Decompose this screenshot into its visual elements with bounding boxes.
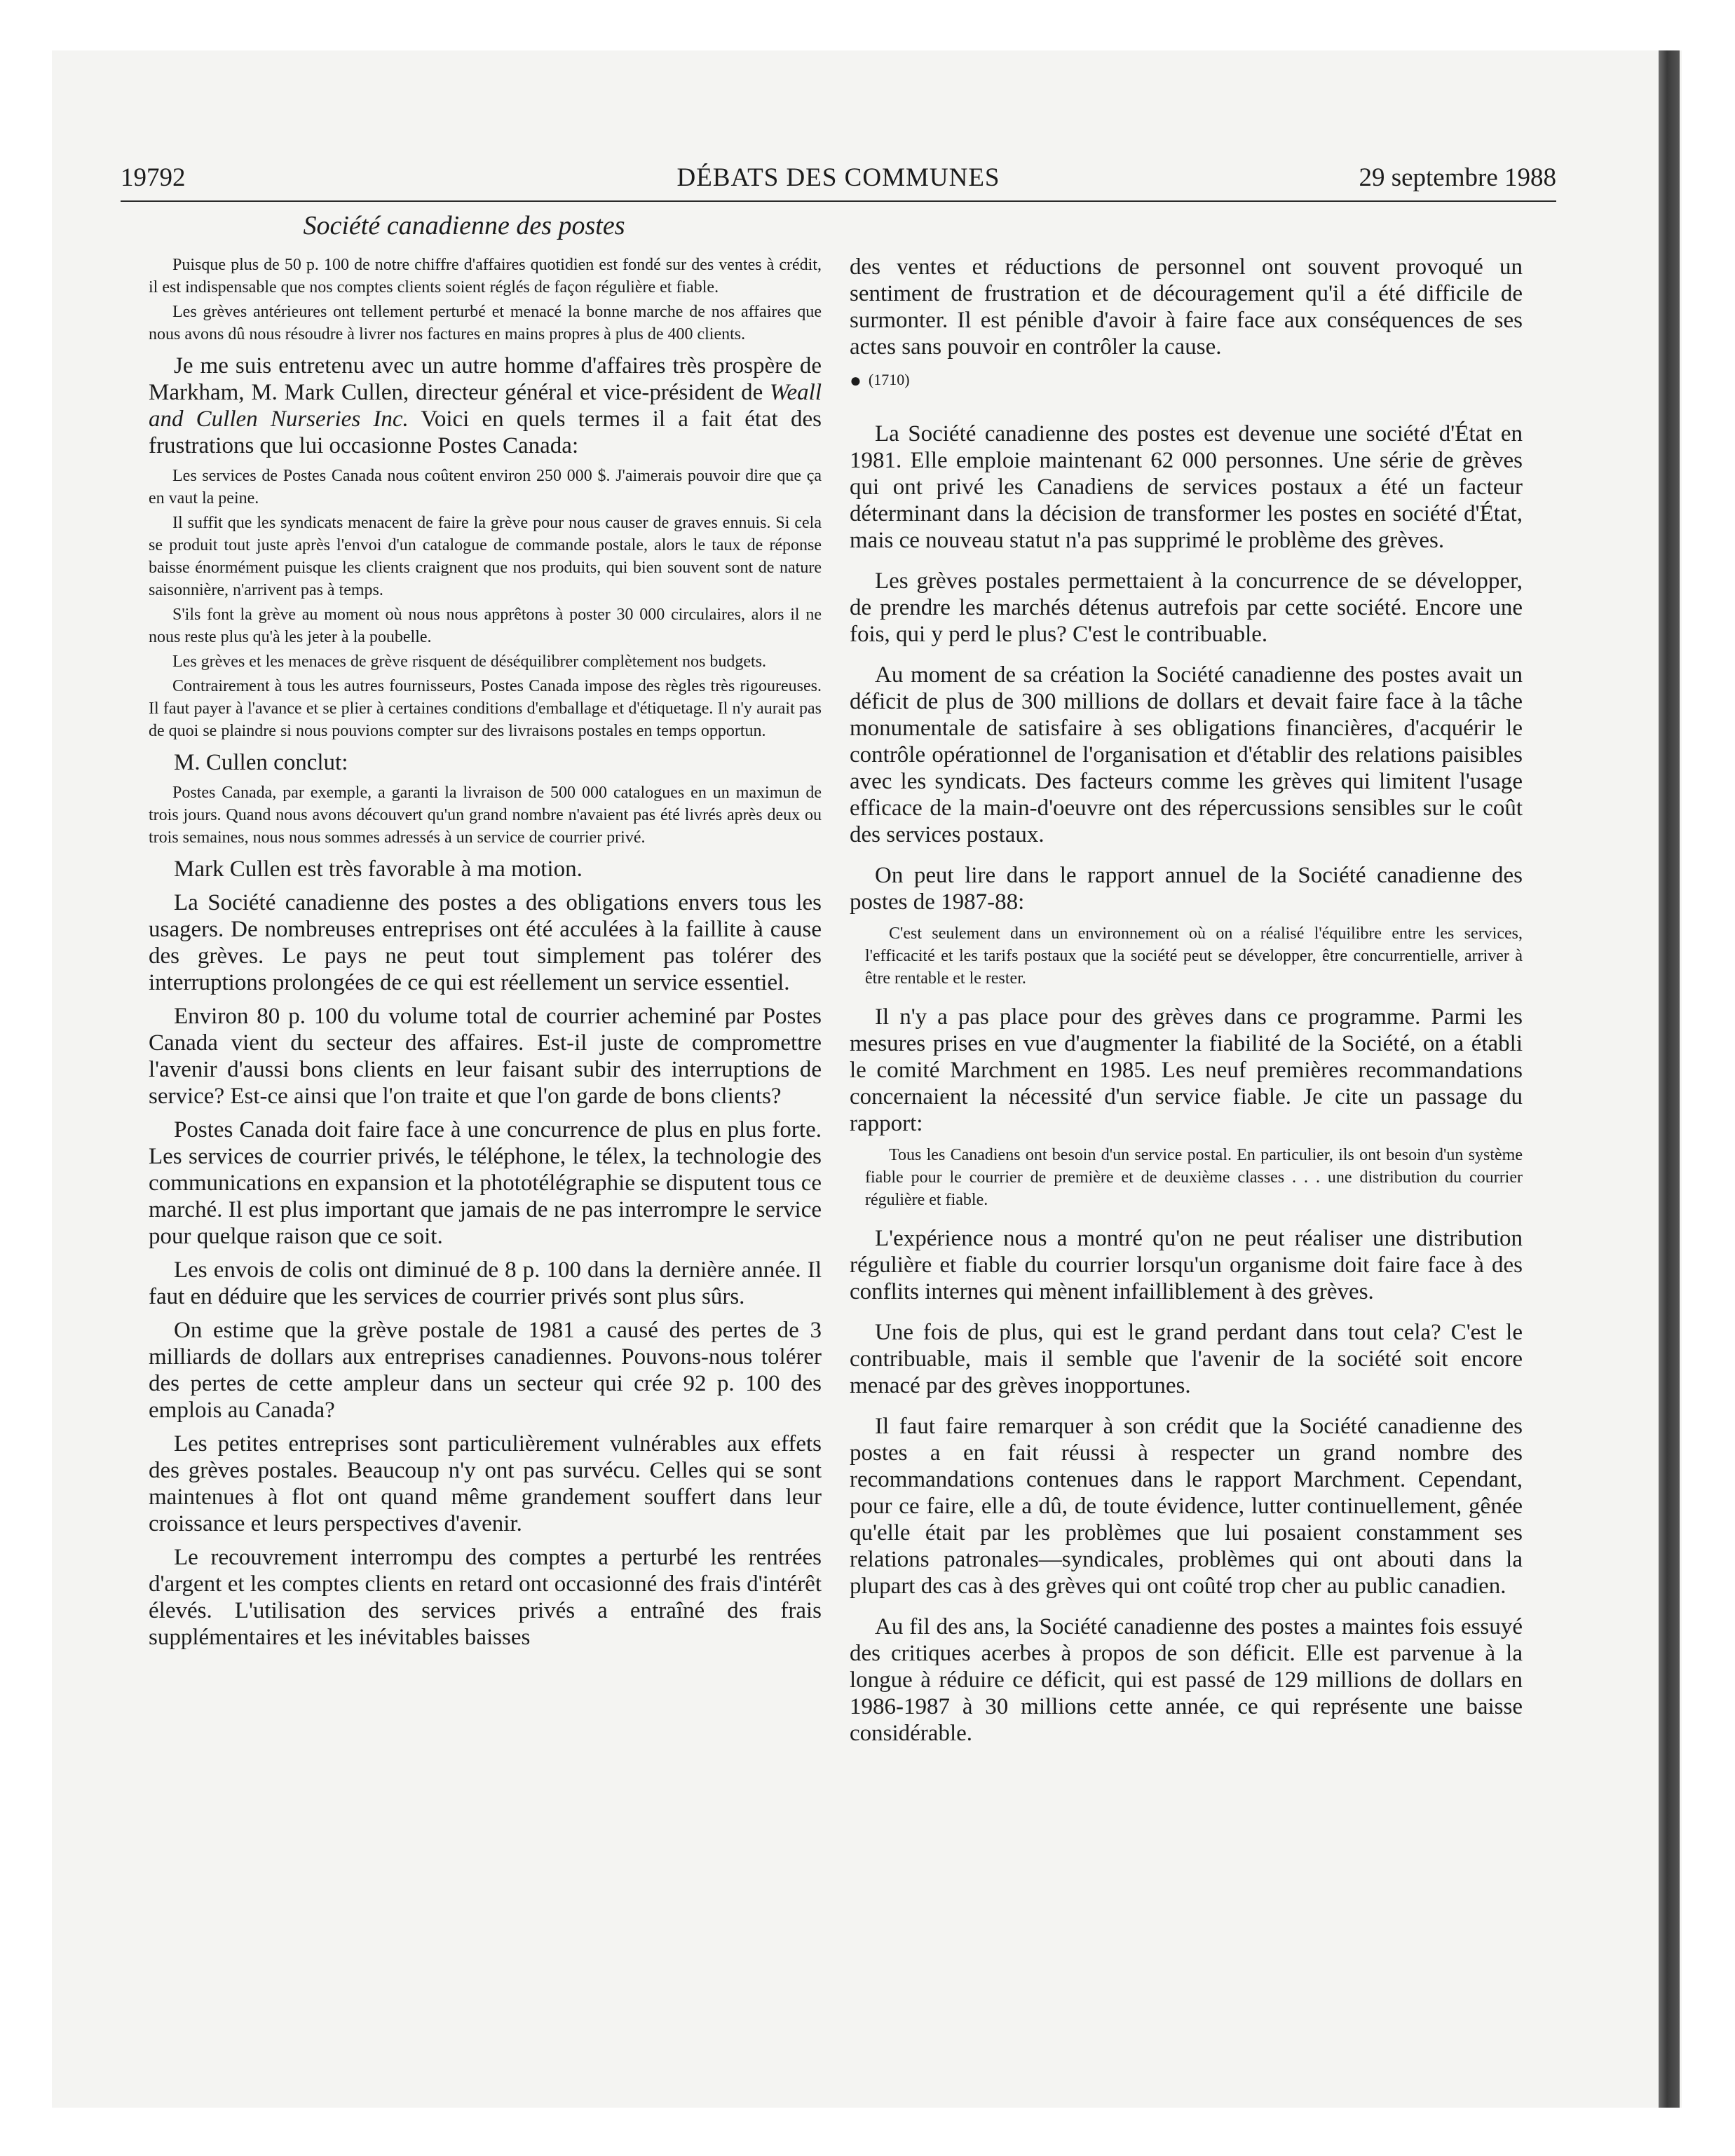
body-paragraph: Il faut faire remarquer à son crédit que la Société canadienne des postes a en fait réussi à respecter un grand nombre des recommandations contenues dans le rapport Marchment. Cependant, pour ce faire, elle a dû, de toute évidence, lutter continuellement, gênée qu'elle était par les problèmes que lui posaient constamment ses relations patronales—syndicales, problèmes qui ont abouti dans la plupart des cas à des grèves qui ont coûté trop cher au public canadien. — [850, 1414, 1523, 1599]
text-run: Je me suis entretenu avec un autre homme d'affaires très prospère de Markham, M. Mark Cullen, directeur général et vice-président de — [149, 353, 822, 405]
body-paragraph: Les petites entreprises sont particulièrement vulnérables aux effets des grèves postales. Beaucoup n'y ont pas survécu. Celles qui se sont maintenues à flot ont quand même grandement souffert dans leur croissance et leurs perspectives d'avenir. — [149, 1431, 822, 1536]
section-title: Société canadienne des postes — [303, 211, 625, 240]
body-paragraph: des ventes et réductions de personnel ont souvent provoqué un sentiment de frustration et de découragement qu'il a été difficile de surmonter. Il est pénible d'avoir à faire face aux conséquences de ses actes sans pouvoir en contrôler la cause. — [850, 254, 1523, 360]
body-paragraph: Environ 80 p. 100 du volume total de courrier acheminé par Postes Canada vient du secteur des affaires. Est-il juste de compromettre l'avenir d'aussi bons clients en leur faisant subir des interruptions de service? Est-ce ainsi que l'on traite et que l'on garde de bons clients? — [149, 1004, 822, 1109]
quoted-paragraph: Puisque plus de 50 p. 100 de notre chiffre d'affaires quotidien est fondé sur des ventes à crédit, il est indispensable que nos comptes clients soient réglés de façon régulière et fiable. — [149, 256, 822, 296]
body-paragraph: On peut lire dans le rapport annuel de la Société canadienne des postes de 1987-88: — [850, 863, 1523, 915]
quoted-paragraph: Les grèves antérieures ont tellement perturbé et menacé la bonne marche de nos affaires que nous avons dû nous résoudre à livrer nos factures en mains propres à plus de 400 clients. — [149, 303, 822, 343]
body-paragraph: Postes Canada doit faire face à une concurrence de plus en plus forte. Les services de courrier privés, le téléphone, le télex, la technologie des communications en expansion et la phototélégraphie se disputent tous ce marché. Il est plus important que jamais de ne pas interrompre le service pour quelque raison que ce soit. — [149, 1117, 822, 1249]
quoted-paragraph: S'ils font la grève au moment où nous nous apprêtons à poster 30 000 circulaires, alors il ne nous reste plus qu'à les jeter à la poubelle. — [149, 606, 822, 646]
quoted-paragraph: Il suffit que les syndicats menacent de faire la grève pour nous causer de graves ennuis. Si cela se produit tout juste après l'envoi d'un catalogue de commande postale, alors le taux de réponse baisse énormément puisque les clients craignent que nos produits, qui bien souvent sont de nature saisonnière, n'arrivent pas à temps. — [149, 514, 822, 599]
left-column — [149, 254, 822, 1651]
text-run: Voici en quels termes il a fait état des frustrations que lui occasionne Postes Canada: — [149, 407, 822, 458]
body-paragraph: L'expérience nous a montré qu'on ne peut réaliser une distribution régulière et fiable du courrier lorsqu'un organisme doit faire face à des conflits internes qui mènent infailliblement à des grèves. — [850, 1226, 1523, 1304]
quoted-paragraph: Postes Canada, par exemple, a garanti la livraison de 500 000 catalogues en un maximun de trois jours. Quand nous avons découvert qu'un grand nombre n'avaient pas été livrés après deux ou trois semaines, nous nous sommes adressés à un service de courrier privé. — [149, 784, 822, 847]
bullet-icon: ● — [850, 370, 862, 392]
body-paragraph: On estime que la grève postale de 1981 a causé des pertes de 3 milliards de dollars aux entreprises canadiennes. Pouvons-nous tolérer des pertes de cette ampleur dans un secteur qui crée 92 p. 100 des emplois au Canada? — [149, 1318, 822, 1423]
right-column — [850, 254, 1523, 1747]
body-paragraph: Les envois de colis ont diminué de 8 p. 100 dans la dernière année. Il faut en déduire que les services de courrier privés sont plus sûrs. — [149, 1257, 822, 1309]
body-paragraph: Une fois de plus, qui est le grand perdant dans tout cela? C'est le contribuable, mais il semble que l'avenir de la société soit encore menacé par des grèves inopportunes. — [850, 1320, 1523, 1398]
body-paragraph: Au moment de sa création la Société canadienne des postes avait un déficit de plus de 300 millions de dollars et devait faire face à la tâche monumentale de satisfaire à ses obligations financières, d'acquérir le contrôle opérationnel de l'organisation et d'établir des relations paisibles avec les syndicats. Des facteurs comme les grèves qui limitent l'usage efficace de la main-d'oeuvre ont des répercussions sensibles sur le coût des services postaux. — [850, 662, 1523, 847]
body-paragraph: M. Cullen conclut: — [174, 750, 348, 775]
quoted-paragraph: Les services de Postes Canada nous coûtent environ 250 000 $. J'aimerais pouvoir dire que ça en vaut la peine. — [149, 467, 822, 507]
page-date: 29 septembre 1988 — [1359, 163, 1556, 192]
page-header — [121, 163, 1556, 202]
body-paragraph — [149, 353, 822, 459]
body-paragraph: La Société canadienne des postes a des obligations envers tous les usagers. De nombreuses entreprises ont été acculées à la faillite à cause des grèves. Le pays ne peut tout simplement pas tolérer des interruptions prolongées de ce qui est réellement un service essentiel. — [149, 890, 822, 995]
publication-title: DÉBATS DES COMMUNES — [676, 163, 1000, 192]
time-marker-text: (1710) — [868, 371, 910, 389]
company-name: Weall and Cullen Nurseries Inc. — [149, 380, 822, 432]
quoted-paragraph: Tous les Canadiens ont besoin d'un service postal. En particulier, ils ont besoin d'un système fiable pour le courrier de première et de deuxième classes . . . une distribution du courrier régulière et fiable. — [865, 1146, 1523, 1209]
body-paragraph: Au fil des ans, la Société canadienne des postes a maintes fois essuyé des critiques acerbes à propos de son déficit. Elle est parvenue à la longue à réduire ce déficit, qui est passé de 129 millions de dollars en 1986-1987 à 30 millions cette année, ce qui représente une baisse considérable. — [850, 1614, 1523, 1746]
body-paragraph: Les grèves postales permettaient à la concurrence de se développer, de prendre les marchés détenus autrefois par cette société. Encore une fois, qui y perd le plus? C'est le contribuable. — [850, 568, 1523, 647]
page-number: 19792 — [121, 163, 186, 192]
time-marker — [850, 370, 1523, 393]
header-rule — [121, 200, 1556, 202]
quoted-paragraph: C'est seulement dans un environnement où on a réalisé l'équilibre entre les services, l'efficacité et les tarifs postaux que la société peut se développer, être concurrentielle, arriver à être rentable et le rester. — [865, 925, 1523, 988]
body-paragraph: Mark Cullen est très favorable à ma motion. — [174, 857, 583, 882]
scan-edge-shadow — [1659, 50, 1680, 2108]
body-paragraph: Il n'y a pas place pour des grèves dans ce programme. Parmi les mesures prises en vue d'augmenter la fiabilité de la Société, on a établi le comité Marchment en 1985. Les neuf premières recommandations concernaient la nécessité d'un service fiable. Je cite un passage du rapport: — [850, 1004, 1523, 1136]
body-paragraph: Le recouvrement interrompu des comptes a perturbé les rentrées d'argent et les comptes clients en retard ont occasionné des frais d'intérêt élevés. L'utilisation des services privés a entraîné des frais supplémentaires et les inévitables baisses — [149, 1545, 822, 1650]
quoted-paragraph: Les grèves et les menaces de grève risquent de déséquilibrer complètement nos budgets. — [172, 653, 767, 671]
quoted-paragraph: Contrairement à tous les autres fournisseurs, Postes Canada impose des règles très rigoureuses. Il faut payer à l'avance et se plier à certaines conditions d'emballage et d'étiquetage. Il n'y aurait pas de quoi se plaindre si nous pouvions compter sur des livraisons postales en temps opportun. — [149, 677, 822, 740]
body-paragraph: La Société canadienne des postes est devenue une société d'État en 1981. Elle emploie maintenant 62 000 personnes. Une série de grèves qui ont privé les Canadiens de services postaux a été un facteur déterminant dans la décision de transformer les postes en société d'État, mais ce nouveau statut n'a pas supprimé le problème des grèves. — [850, 421, 1523, 553]
